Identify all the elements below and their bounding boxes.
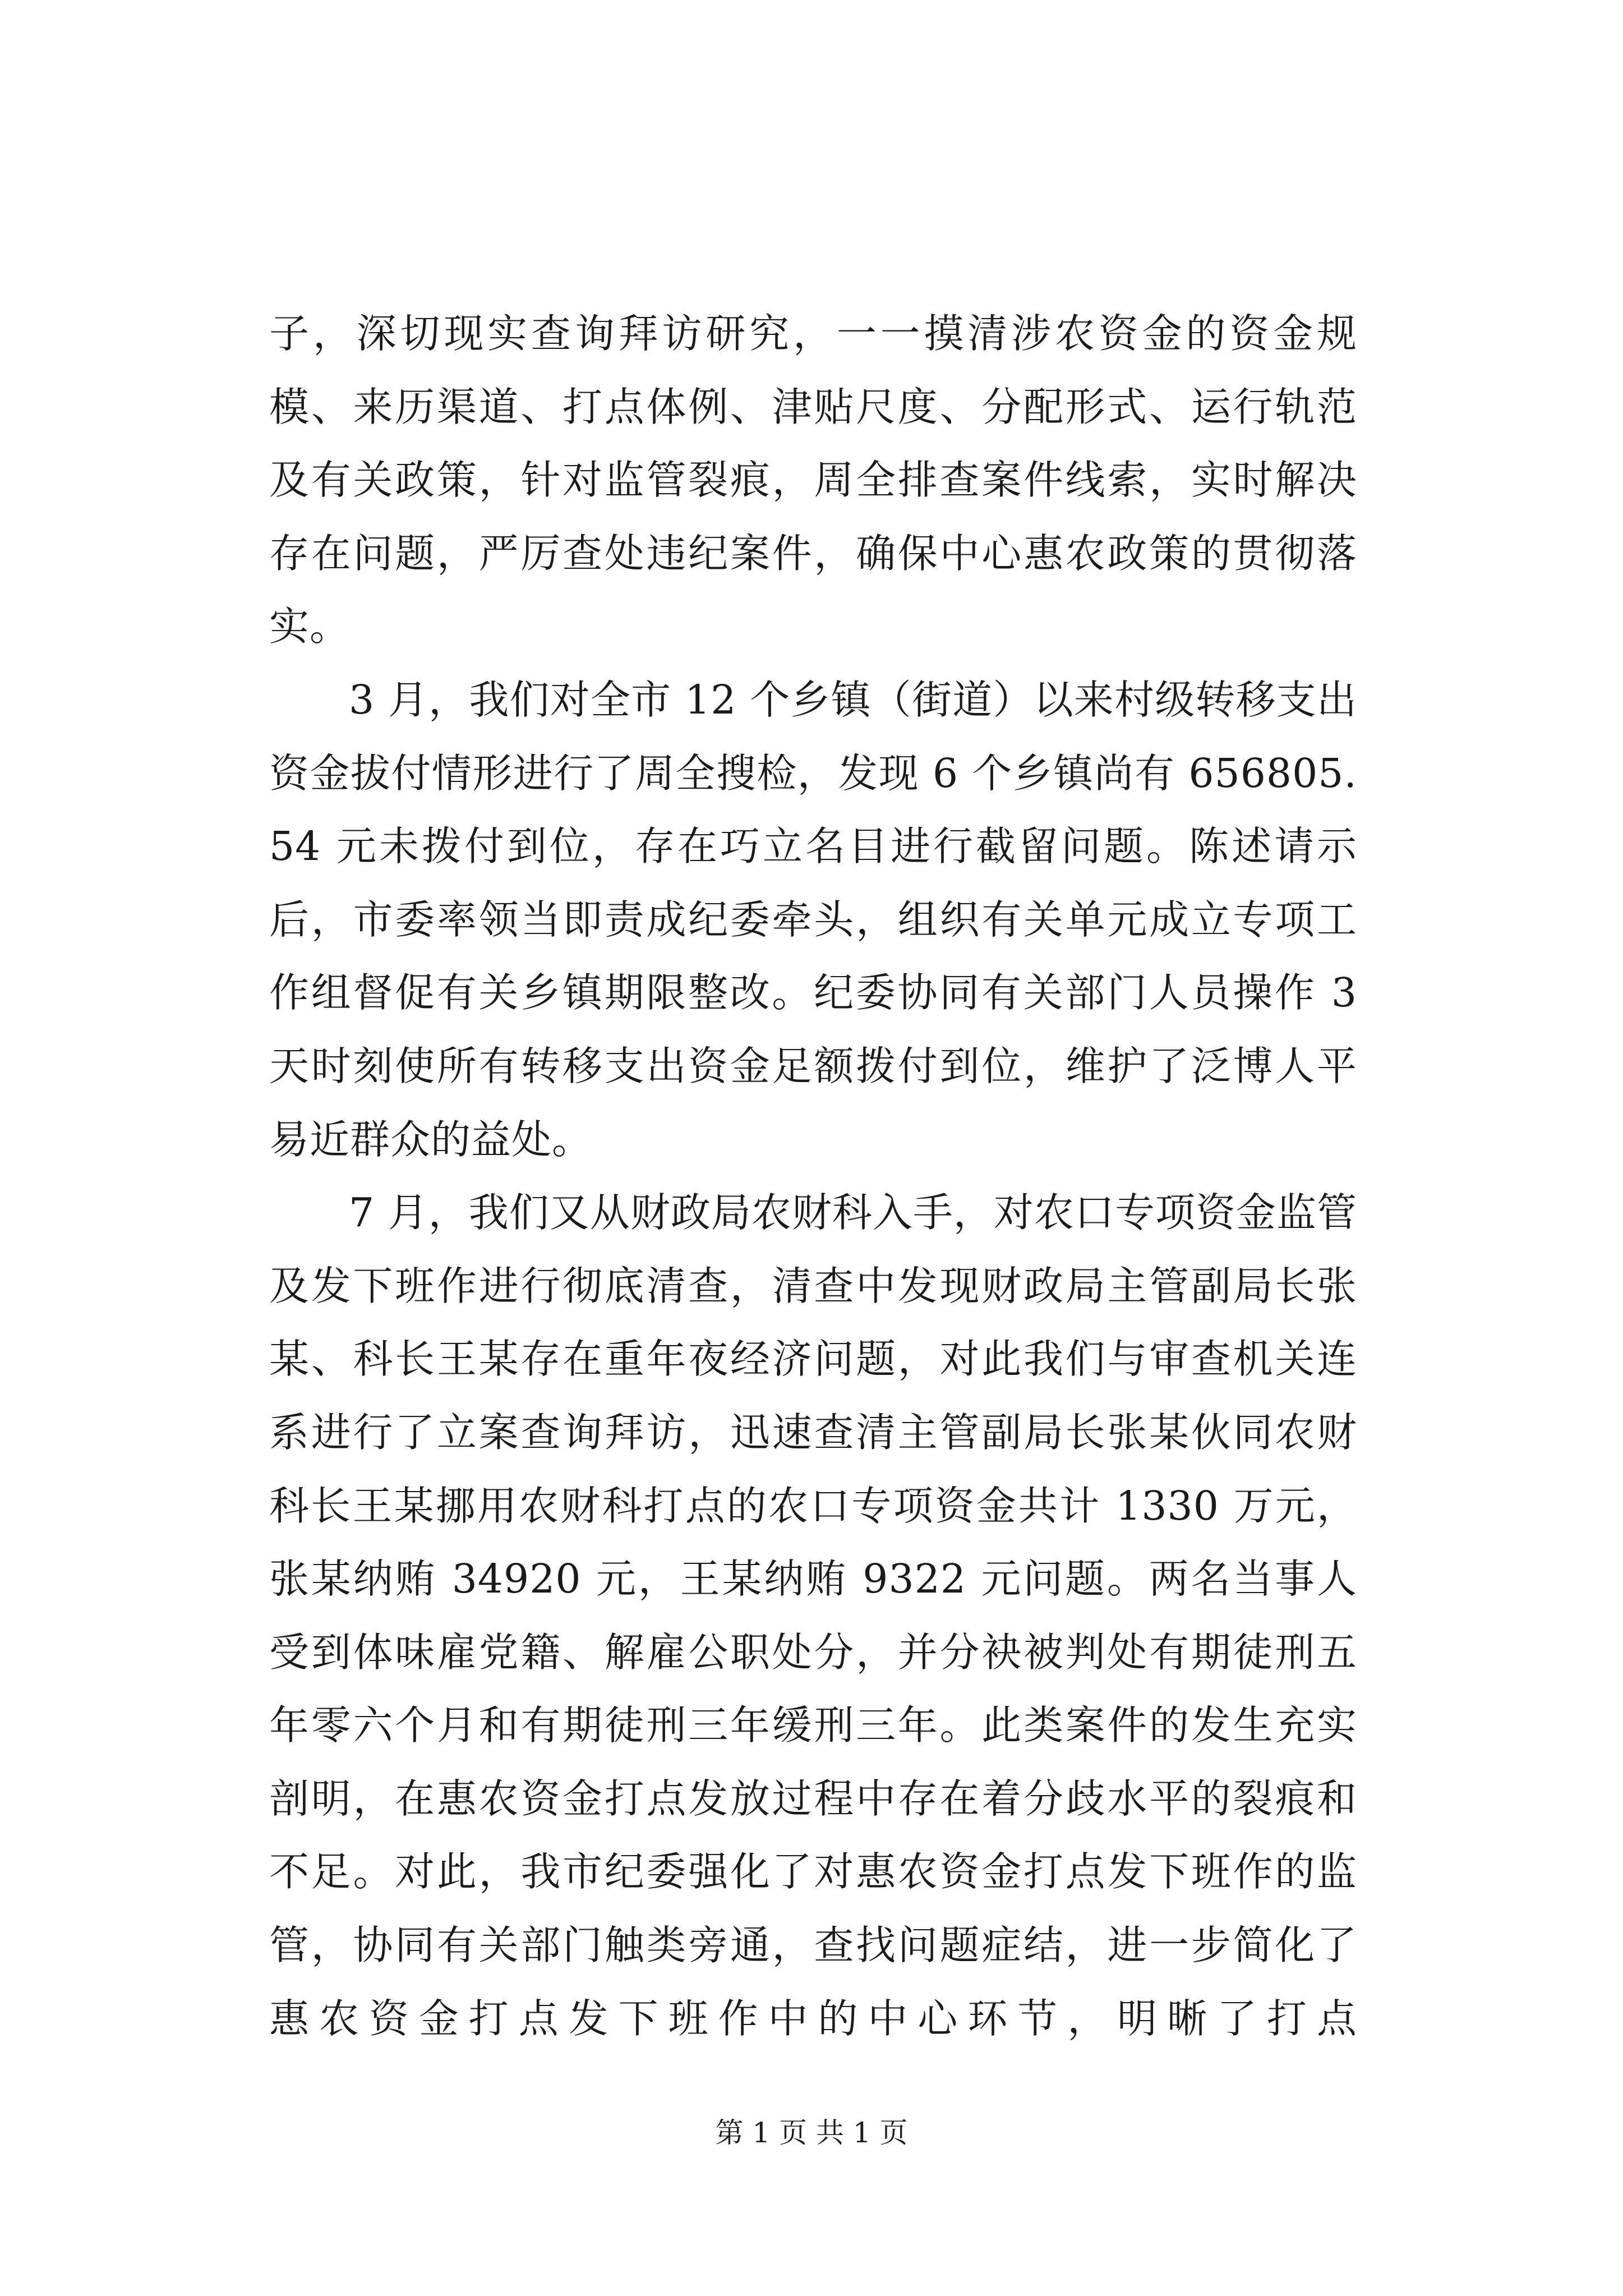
page-number-footer: 第 1 页 共 1 页 xyxy=(715,2116,908,2149)
paragraph-1: 子，深切现实查询拜访研究，一一摸清涉农资金的资金规模、来历渠道、打点体例、津贴尺度、分配形式、运行轨范及有关政策，针对监管裂痕，周全排查案件线索，实时解决存在问题，严厉查处违纪案件，确保中心惠农政策的贯彻落实。 xyxy=(269,310,1357,650)
document-body xyxy=(269,297,1357,2055)
paragraph-2: 3 月，我们对全市 12 个乡镇（街道）以来村级转移支出资金拔付情形进行了周全搜检，发现 6 个乡镇尚有 656805.54 元未拨付到位，存在巧立名目进行截留问题。陈述请示后，市委率领当即责成纪委牵头，组织有关单元成立专项工作组督促有关乡镇期限整改。纪委协同有关部门人员操作 3 天时刻使所有转移支出资金足额拨付到位，维护了泛博人平易近群众的益处。 xyxy=(269,676,1357,1163)
paragraph-3: 7 月，我们又从财政局农财科入手，对农口专项资金监管及发下班作进行彻底清查，清查中发现财政局主管副局长张某、科长王某存在重年夜经济问题，对此我们与审查机关连系进行了立案查询拜访，迅速查清主管副局长张某伙同农财科长王某挪用农财科打点的农口专项资金共计 1330 万元，张某纳贿 34920 元，王某纳贿 9322 元问题。两名当事人受到体味雇党籍、解雇公职处分，并分袂被判处有期徒刑五年零六个月和有期徒刑三年缓刑三年。此类案件的发生充实剖明，在惠农资金打点发放过程中存在着分歧水平的裂痕和不足。对此，我市纪委强化了对惠农资金打点发下班作的监管，协同有关部门触类旁通，查找问题症结，进一步简化了惠农资金打点发下班作中的中心环节，明晰了打点 xyxy=(269,1189,1357,2042)
